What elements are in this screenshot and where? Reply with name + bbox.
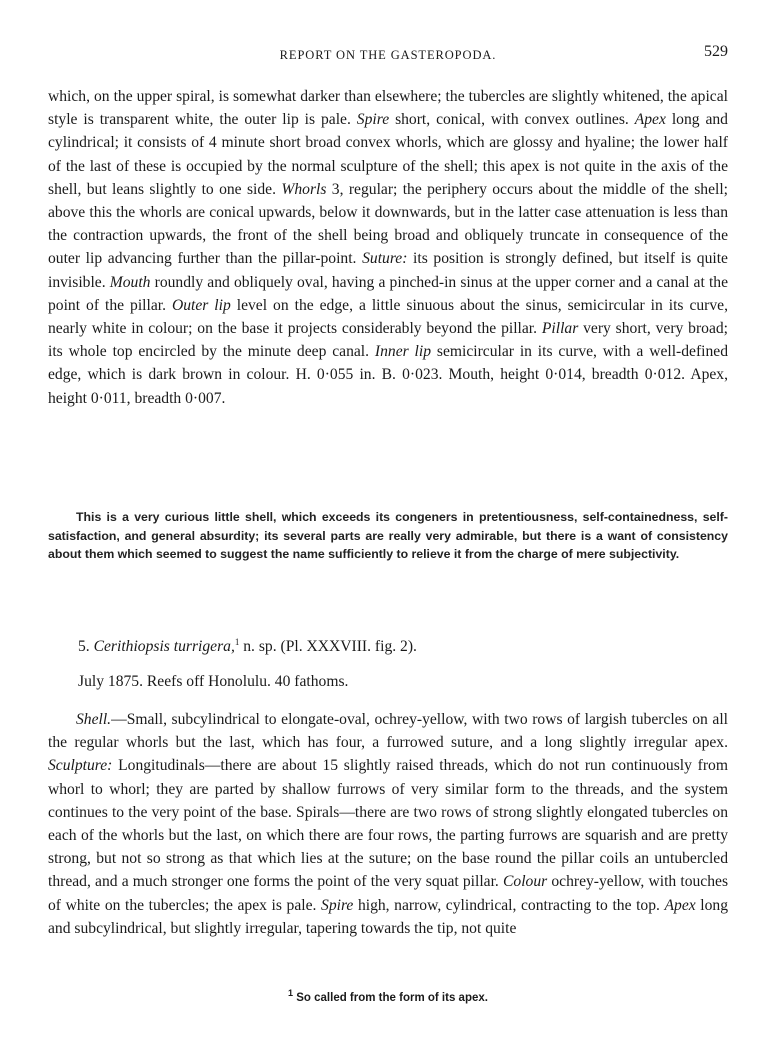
text-run: level on the edge, a little sinuous about the sinus, semicircular in its curve, nearly white in colour; on the base it projects considerably beyond the pillar. bbox=[48, 296, 728, 338]
page-number: 529 bbox=[704, 43, 728, 60]
italic-term: Spire bbox=[321, 896, 354, 914]
species-name: Cerithiopsis turrigera, bbox=[93, 638, 235, 655]
footnote-text: So called from the form of its apex. bbox=[296, 992, 488, 1004]
italic-term: Mouth bbox=[109, 273, 151, 291]
italic-term: Spire bbox=[356, 111, 390, 129]
italic-term: Sculpture: bbox=[48, 757, 113, 775]
italic-term: Suture: bbox=[362, 250, 408, 268]
running-head bbox=[48, 43, 728, 65]
station-line: July 1875. Reefs off Honolulu. 40 fathoms. bbox=[78, 673, 349, 690]
text-run: long and subcylindrical, but slightly irregular, tapering towards the tip, not quite bbox=[48, 896, 729, 937]
text-run: which, on the upper spiral, is somewhat darker than elsewhere; the tubercles are slightly whitened, the apical style is transparent white, the outer lip is pale. bbox=[48, 88, 728, 129]
text-run: its position is strongly defined, but itself is quite invisible. bbox=[48, 250, 728, 291]
text-run: roundly and obliquely oval, having a pinched-in sinus at the upper corner and a canal at the point of the pillar. bbox=[48, 273, 728, 314]
footnote-reference[interactable]: 1 bbox=[234, 636, 240, 647]
italic-term: Inner lip bbox=[374, 343, 432, 361]
description-paragraph bbox=[48, 85, 728, 410]
italic-term: Apex bbox=[634, 111, 666, 129]
remark-paragraph: This is a very curious little shell, which exceeds its congeners in pretentiousness, self-containedness, self-satisfaction, and general absurdity; its several parts are really very admirable, but there is a want of consistency about them which seemed to suggest the name sufficiently to relieve it from the charge of mere subjectivity. bbox=[48, 510, 728, 562]
species-plate-reference: n. sp. (Pl. XXXVIII. fig. 2). bbox=[239, 638, 417, 655]
text-run: Longitudinals—there are about 15 slightly raised threads, which do not run continuously from whorl to whorl; they are parted by shallow furrows of very similar form to the threads, and the system continues to the very point of the base. Spirals—there are two rows of strong slightly elongated tubercles on each of the whorls but the last, on which there are four rows, the parting furrows are squarish and are pretty strong, but not so strong as that which lies at the suture; on the base round the pillar coils an untubercled thread, and a much stronger one forms the point of the very squat pillar. bbox=[48, 757, 728, 891]
species-heading bbox=[78, 638, 417, 656]
italic-term: Whorls bbox=[281, 180, 327, 198]
text-run: ochrey-yellow, with touches of white on the tubercles; the apex is pale. bbox=[48, 873, 729, 914]
species-number: 5. bbox=[78, 638, 90, 655]
shell-description-paragraph bbox=[48, 708, 728, 940]
italic-term: Pillar bbox=[541, 320, 579, 338]
running-title: REPORT ON THE GASTEROPODA. bbox=[279, 48, 497, 62]
footnote-number: 1 bbox=[288, 988, 294, 999]
text-run: short, conical, with convex outlines. bbox=[389, 111, 635, 129]
text-run: —Small, subcylindrical to elongate-oval, ochrey-yellow, with two rows of largish tubercles on all the regular whorls but the last, which has four, a furrowed suture, and a long slightly irregular apex. bbox=[48, 711, 728, 752]
text-run: high, narrow, cylindrical, contracting to the top. bbox=[353, 896, 665, 914]
text-run: long and cylindrical; it consists of 4 minute short broad convex whorls, which are glossy and hyaline; the lower half of the last of these is occupied by the normal sculpture of the shell; this apex is not quite in the axis of the shell, but leans slightly to one side. bbox=[48, 111, 728, 198]
italic-term: Outer lip bbox=[171, 296, 231, 314]
footnote bbox=[0, 988, 776, 1004]
text-run: very short, very broad; its whole top encircled by the minute deep canal. bbox=[48, 320, 728, 361]
italic-term: Shell. bbox=[76, 711, 112, 728]
italic-term: Apex bbox=[664, 896, 696, 914]
italic-term: Colour bbox=[503, 873, 548, 891]
text-run: 3, regular; the periphery occurs about the middle of the shell; above this the whorls are conical upwards, below it downwards, but in the latter case attenuation is less than the contraction upwards, the front of the shell being broad and obliquely truncate in consequence of the outer lip advancing further than the pillar-point. bbox=[48, 180, 728, 268]
text-run: semicircular in its curve, with a well-defined edge, which is dark brown in colour. H. 0·055 in. B. 0·023. Mouth, height 0·014, breadth 0·012. Apex, height 0·011, breadth 0·007. bbox=[48, 343, 728, 407]
